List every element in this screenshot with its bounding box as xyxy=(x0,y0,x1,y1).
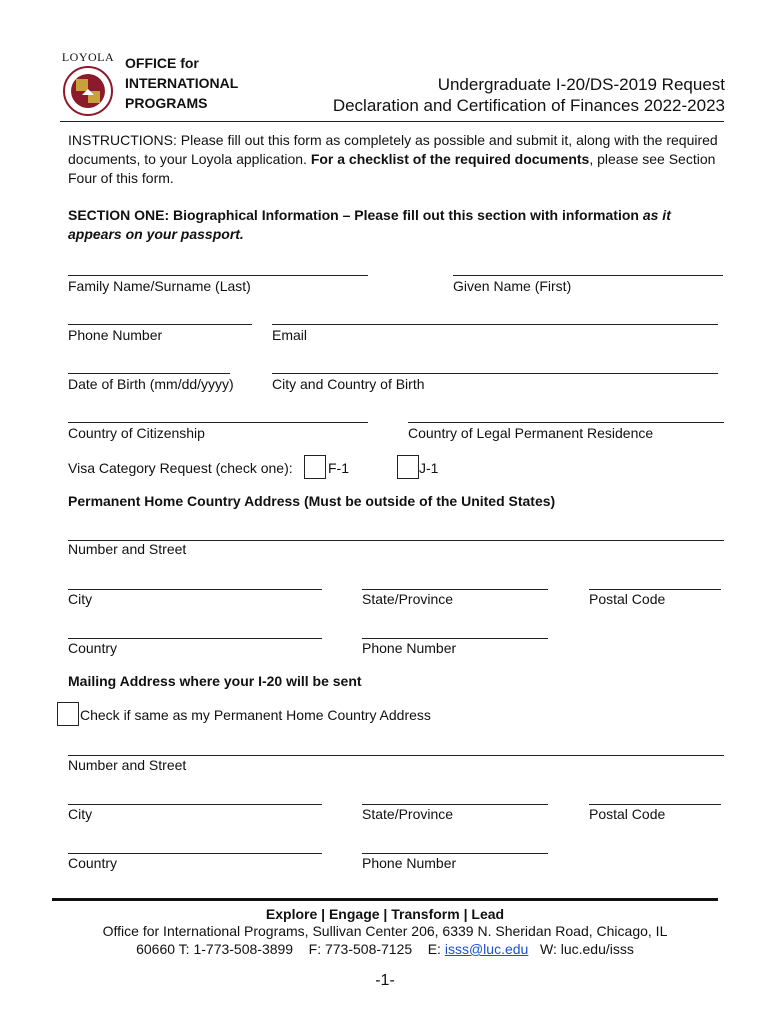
email-field[interactable] xyxy=(272,324,718,325)
loyola-logo xyxy=(60,50,116,116)
visa-category-label: Visa Category Request (check one): xyxy=(68,460,293,476)
residence-label: Country of Legal Permanent Residence xyxy=(408,425,654,441)
mailing-postal-label: Postal Code xyxy=(589,806,666,822)
instructions-text-b: , please see Section Four of this form. xyxy=(68,151,716,186)
mailing-phone-field[interactable] xyxy=(362,853,548,854)
logo-wordmark: LOYOLA xyxy=(61,50,115,64)
mailing-postal-field[interactable] xyxy=(589,804,721,805)
permanent-postal-field[interactable] xyxy=(589,589,721,590)
permanent-city-label: City xyxy=(68,591,93,607)
visa-f1-checkbox[interactable] xyxy=(304,455,326,479)
phone-label: Phone Number xyxy=(68,327,163,343)
mailing-street-label: Number and Street xyxy=(68,757,187,773)
permanent-state-label: State/Province xyxy=(362,591,454,607)
email-link[interactable]: isss@luc.edu xyxy=(444,941,529,957)
visa-j1-checkbox[interactable] xyxy=(397,455,419,479)
family-name-field[interactable] xyxy=(68,275,368,276)
permanent-country-label: Country xyxy=(68,640,118,656)
birth-place-label: City and Country of Birth xyxy=(272,376,425,392)
title-line2: Declaration and Certification of Finances 2022-2023 xyxy=(332,96,725,115)
footer-rule xyxy=(52,898,718,901)
permanent-phone-label: Phone Number xyxy=(362,640,457,656)
footer-tagline: Explore | Engage | Transform | Lead xyxy=(265,906,505,922)
citizenship-label: Country of Citizenship xyxy=(68,425,205,441)
mailing-country-field[interactable] xyxy=(68,853,322,854)
mailing-state-field[interactable] xyxy=(362,804,548,805)
mailing-address-heading: Mailing Address where your I-20 will be sent xyxy=(68,673,362,689)
same-address-checkbox[interactable] xyxy=(57,702,79,726)
form-title xyxy=(333,74,725,116)
header-rule xyxy=(60,121,724,122)
footer-web-text: W: luc.edu/isss xyxy=(528,941,634,957)
footer-address-line2 xyxy=(0,940,770,958)
permanent-city-field[interactable] xyxy=(68,589,322,590)
given-name-label: Given Name (First) xyxy=(453,278,572,294)
email-label: Email xyxy=(272,327,308,343)
instructions-text-a: INSTRUCTIONS: Please fill out this form as completely as possible and submit it, along with the required documents, to your Loyola application. xyxy=(68,132,718,167)
given-name-field[interactable] xyxy=(453,275,723,276)
mailing-country-label: Country xyxy=(68,855,118,871)
permanent-state-field[interactable] xyxy=(362,589,548,590)
section-one-heading-text: SECTION ONE: Biographical Information – Please fill out this section with information xyxy=(68,207,643,223)
residence-field[interactable] xyxy=(408,422,724,423)
section-one-heading-italic: as it appears on your passport. xyxy=(68,207,671,242)
mailing-city-label: City xyxy=(68,806,93,822)
instructions xyxy=(68,131,728,188)
title-line1: Undergraduate I-20/DS-2019 Request xyxy=(437,75,725,94)
dob-label: Date of Birth (mm/dd/yyyy) xyxy=(68,376,234,392)
office-name xyxy=(125,53,238,113)
instructions-bold: For a checklist of the required documents xyxy=(310,151,590,167)
section-one-heading xyxy=(68,206,728,244)
seal-icon xyxy=(60,65,116,117)
footer-address-line1: Office for International Programs, Sullivan Center 206, 6339 N. Sheridan Road, Chicago, IL xyxy=(102,923,668,939)
dob-field[interactable] xyxy=(68,373,230,374)
permanent-country-field[interactable] xyxy=(68,638,322,639)
visa-j1-label: J-1 xyxy=(419,460,439,476)
birth-place-field[interactable] xyxy=(272,373,718,374)
footer-address xyxy=(0,922,770,958)
office-line1: OFFICE for xyxy=(125,55,199,71)
phone-field[interactable] xyxy=(68,324,252,325)
mailing-phone-label: Phone Number xyxy=(362,855,457,871)
visa-f1-label: F-1 xyxy=(328,460,349,476)
permanent-address-heading: Permanent Home Country Address (Must be outside of the United States) xyxy=(68,493,556,509)
permanent-street-label: Number and Street xyxy=(68,541,187,557)
citizenship-field[interactable] xyxy=(68,422,368,423)
mailing-city-field[interactable] xyxy=(68,804,322,805)
office-line2: INTERNATIONAL xyxy=(125,75,239,91)
mailing-street-field[interactable] xyxy=(68,755,724,756)
office-line3: PROGRAMS xyxy=(125,95,208,111)
permanent-postal-label: Postal Code xyxy=(589,591,666,607)
footer-contact-text: 60660 T: 1-773-508-3899 F: 773-508-7125 E: xyxy=(136,941,445,957)
page-number: -1- xyxy=(375,972,395,989)
mailing-state-label: State/Province xyxy=(362,806,454,822)
family-name-label: Family Name/Surname (Last) xyxy=(68,278,251,294)
same-address-label: Check if same as my Permanent Home Country Address xyxy=(80,707,431,723)
permanent-phone-field[interactable] xyxy=(362,638,548,639)
